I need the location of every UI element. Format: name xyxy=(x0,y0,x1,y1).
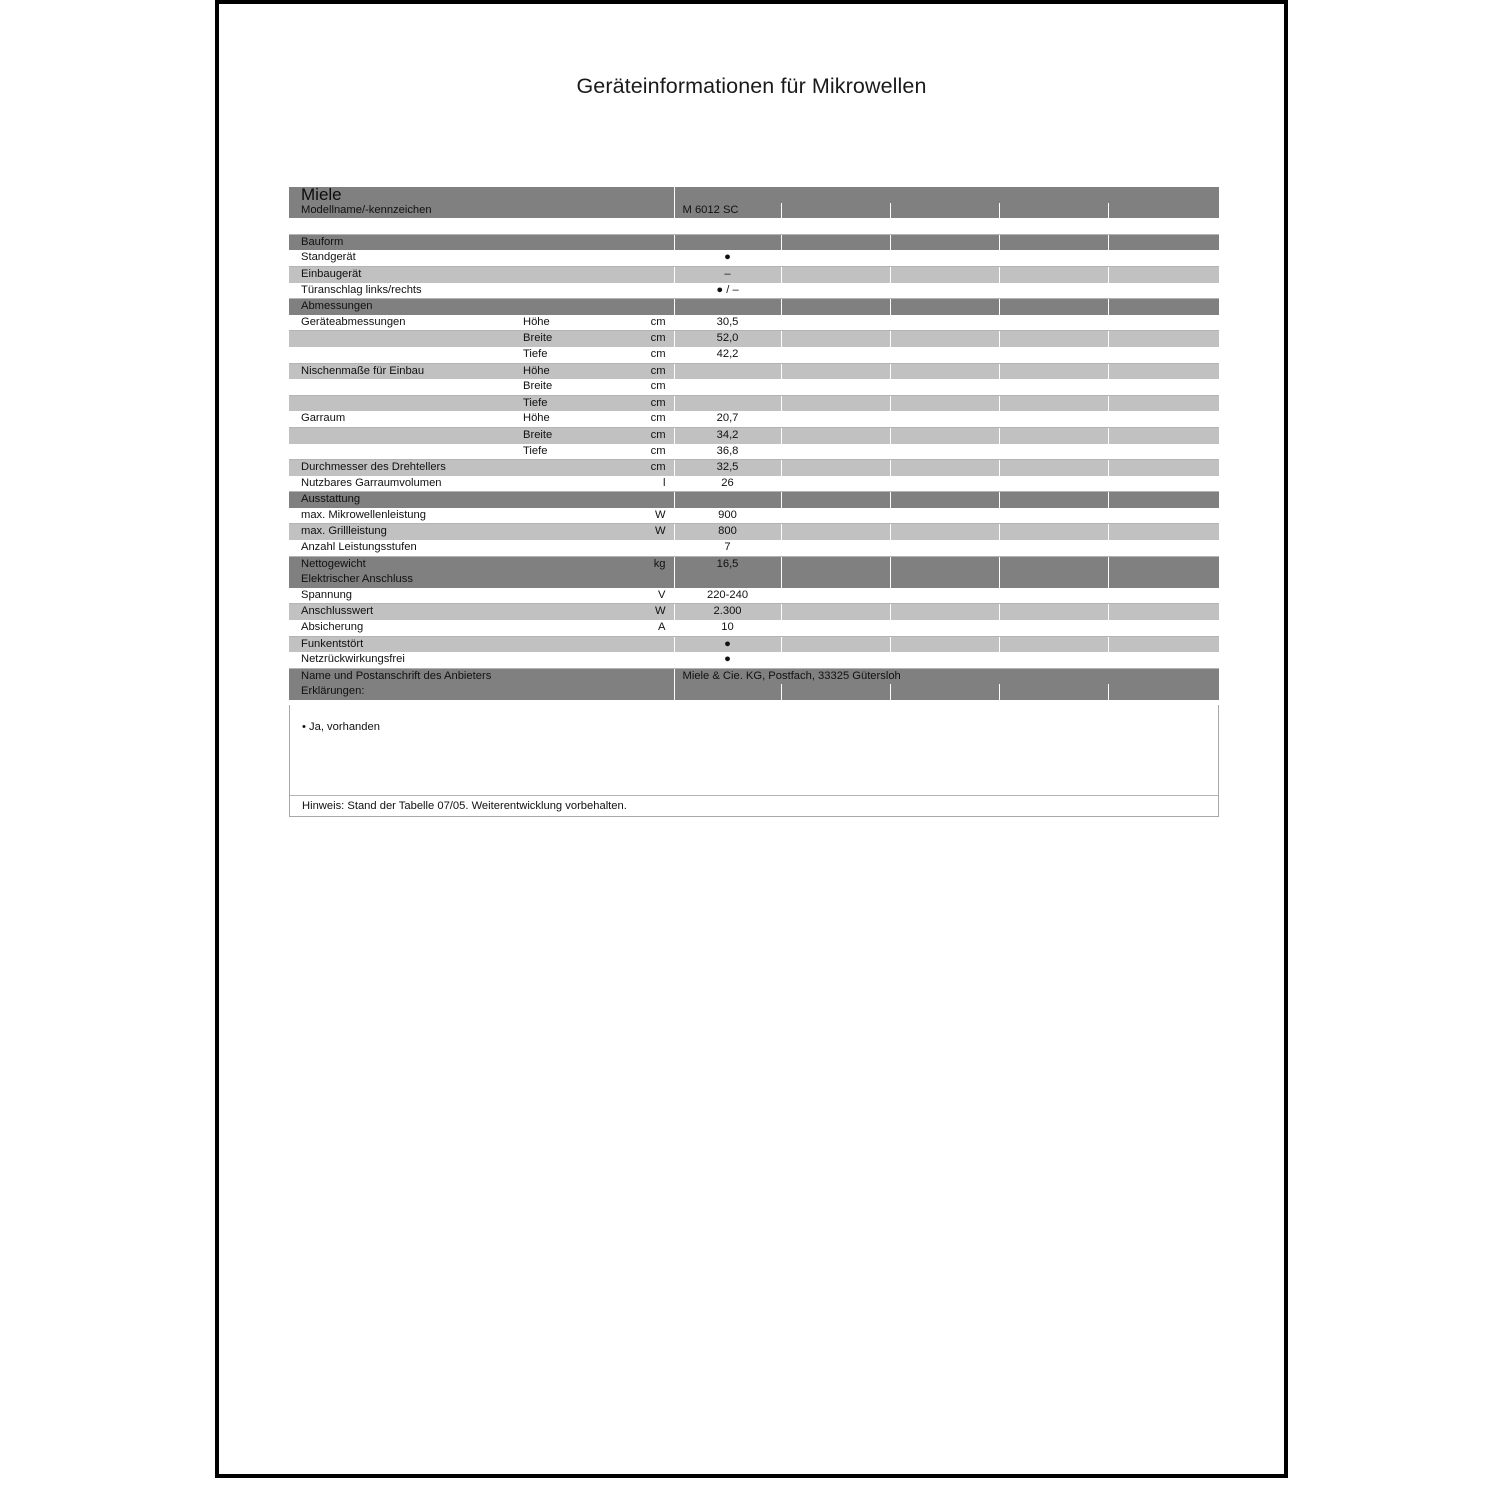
row-value-nische-h-col2 xyxy=(781,363,890,379)
row-sublabel-grill xyxy=(517,524,644,540)
row-sublabel-geraete-b: Breite xyxy=(517,331,644,347)
row-unit-garraum-b: cm xyxy=(644,427,674,443)
row-value-tueranschlag-col3 xyxy=(890,283,999,299)
row-label-netzrueck: Netzrückwirkungsfrei xyxy=(289,652,517,668)
row-unit-nettogewicht: kg xyxy=(644,556,674,572)
row-value-nettogewicht-col3 xyxy=(890,556,999,572)
table-row xyxy=(289,636,1219,652)
row-unit-mw-leistung: W xyxy=(644,508,674,524)
row-value-bauform-col2 xyxy=(781,234,890,250)
row-unit-standgeraet xyxy=(644,250,674,266)
row-value-funkentstoert-col1: ● xyxy=(674,636,781,652)
row-value-funkentstoert-col4 xyxy=(999,636,1108,652)
row-sublabel-spannung xyxy=(517,588,644,604)
table-row xyxy=(289,411,1219,427)
row-value-modelname-col4 xyxy=(999,203,1108,219)
row-sublabel-erklaerungen xyxy=(517,684,644,700)
row-value-nische-b-col4 xyxy=(999,379,1108,395)
table-row xyxy=(289,363,1219,379)
table-row xyxy=(289,492,1219,508)
table-row xyxy=(289,476,1219,492)
row-value-drehteller-col1: 32,5 xyxy=(674,460,781,476)
row-unit-tueranschlag xyxy=(644,283,674,299)
row-sublabel-volumen xyxy=(517,476,644,492)
table-row xyxy=(289,572,1219,588)
legend-text: • Ja, vorhanden xyxy=(302,721,380,733)
row-sublabel-standgeraet xyxy=(517,250,644,266)
table-row xyxy=(289,540,1219,556)
row-value-elektrisch-col5 xyxy=(1108,572,1219,588)
row-label-garraum-t xyxy=(289,444,517,460)
row-value-drehteller-col2 xyxy=(781,460,890,476)
row-sublabel-geraete-h: Höhe xyxy=(517,315,644,331)
row-value-nettogewicht-col1: 16,5 xyxy=(674,556,781,572)
row-value-elektrisch-col4 xyxy=(999,572,1108,588)
row-value-geraete-t-col5 xyxy=(1108,347,1219,363)
row-value-volumen-col2 xyxy=(781,476,890,492)
table-row xyxy=(289,588,1219,604)
row-value-ausstattung-col5 xyxy=(1108,492,1219,508)
row-value-einbaugeraet-col5 xyxy=(1108,266,1219,282)
row-label-geraete-t xyxy=(289,347,517,363)
brand-row-filler xyxy=(674,187,1219,203)
row-value-absicherung-col1: 10 xyxy=(674,620,781,636)
row-sublabel-drehteller xyxy=(517,460,644,476)
row-value-tueranschlag-col2 xyxy=(781,283,890,299)
row-unit-garraum-t: cm xyxy=(644,444,674,460)
row-value-erklaerungen-col5 xyxy=(1108,684,1219,700)
row-value-ausstattung-col2 xyxy=(781,492,890,508)
row-value-geraete-b-col2 xyxy=(781,331,890,347)
row-value-geraete-b-col3 xyxy=(890,331,999,347)
row-value-anschlusswert-col4 xyxy=(999,604,1108,620)
row-unit-nische-h: cm xyxy=(644,363,674,379)
table-row xyxy=(289,283,1219,299)
row-value-nische-b-col2 xyxy=(781,379,890,395)
row-value-geraete-h-col5 xyxy=(1108,315,1219,331)
row-value-garraum-t-col4 xyxy=(999,444,1108,460)
row-unit-grill: W xyxy=(644,524,674,540)
row-label-garraum-h: Garraum xyxy=(289,411,517,427)
row-value-modelname-col2 xyxy=(781,203,890,219)
row-label-geraete-h: Geräteabmessungen xyxy=(289,315,517,331)
row-unit-abmessungen xyxy=(644,299,674,315)
row-value-nische-t-col4 xyxy=(999,395,1108,411)
row-value-nische-h-col3 xyxy=(890,363,999,379)
row-value-grill-col5 xyxy=(1108,524,1219,540)
row-value-funkentstoert-col5 xyxy=(1108,636,1219,652)
table-row xyxy=(289,218,1219,234)
row-unit-drehteller: cm xyxy=(644,460,674,476)
row-value-anschlusswert-col2 xyxy=(781,604,890,620)
row-unit-stufen xyxy=(644,540,674,556)
row-sublabel-garraum-t: Tiefe xyxy=(517,444,644,460)
row-value-netzrueck-col5 xyxy=(1108,652,1219,668)
row-value-nische-h-col4 xyxy=(999,363,1108,379)
row-value-geraete-b-col5 xyxy=(1108,331,1219,347)
row-sublabel-spacer-1 xyxy=(517,218,644,234)
row-label-nische-t xyxy=(289,395,517,411)
table-row xyxy=(289,508,1219,524)
row-value-grill-col3 xyxy=(890,524,999,540)
row-value-netzrueck-col3 xyxy=(890,652,999,668)
row-unit-garraum-h: cm xyxy=(644,411,674,427)
row-value-spacer-1-col2 xyxy=(781,218,890,234)
row-unit-volumen: l xyxy=(644,476,674,492)
table-row xyxy=(289,379,1219,395)
row-value-spannung-col3 xyxy=(890,588,999,604)
table-row xyxy=(289,556,1219,572)
row-sublabel-bauform xyxy=(517,234,644,250)
note-divider xyxy=(290,795,1218,796)
row-value-erklaerungen-col4 xyxy=(999,684,1108,700)
table-row xyxy=(289,299,1219,315)
row-value-ausstattung-col1 xyxy=(674,492,781,508)
row-value-einbaugeraet-col3 xyxy=(890,266,999,282)
row-value-elektrisch-col1 xyxy=(674,572,781,588)
row-unit-spannung: V xyxy=(644,588,674,604)
row-value-spacer-1-col5 xyxy=(1108,218,1219,234)
row-value-geraete-h-col1: 30,5 xyxy=(674,315,781,331)
row-value-geraete-h-col2 xyxy=(781,315,890,331)
row-value-erklaerungen-col3 xyxy=(890,684,999,700)
row-value-anbieter: Miele & Cie. KG, Postfach, 33325 Gütersloh xyxy=(674,668,1219,684)
row-value-garraum-h-col5 xyxy=(1108,411,1219,427)
row-value-tueranschlag-col4 xyxy=(999,283,1108,299)
row-unit-modelname xyxy=(644,203,674,219)
row-unit-elektrisch xyxy=(644,572,674,588)
row-value-garraum-t-col1: 36,8 xyxy=(674,444,781,460)
row-sublabel-funkentstoert xyxy=(517,636,644,652)
row-label-tueranschlag: Türanschlag links/rechts xyxy=(289,283,517,299)
table-row xyxy=(289,250,1219,266)
row-value-volumen-col5 xyxy=(1108,476,1219,492)
row-value-garraum-h-col2 xyxy=(781,411,890,427)
row-value-netzrueck-col2 xyxy=(781,652,890,668)
row-value-grill-col4 xyxy=(999,524,1108,540)
row-value-modelname-col5 xyxy=(1108,203,1219,219)
row-value-funkentstoert-col2 xyxy=(781,636,890,652)
row-value-einbaugeraet-col2 xyxy=(781,266,890,282)
row-value-garraum-b-col5 xyxy=(1108,427,1219,443)
row-value-stufen-col1: 7 xyxy=(674,540,781,556)
row-sublabel-tueranschlag xyxy=(517,283,644,299)
row-value-mw-leistung-col5 xyxy=(1108,508,1219,524)
row-value-nische-b-col1 xyxy=(674,379,781,395)
table-row xyxy=(289,187,1219,203)
row-label-modelname: Modellname/-kennzeichen xyxy=(289,203,517,219)
row-unit-anschlusswert: W xyxy=(644,604,674,620)
row-value-spacer-1-col1 xyxy=(674,218,781,234)
row-value-grill-col1: 800 xyxy=(674,524,781,540)
row-value-ausstattung-col4 xyxy=(999,492,1108,508)
row-value-standgeraet-col5 xyxy=(1108,250,1219,266)
row-label-absicherung: Absicherung xyxy=(289,620,517,636)
row-label-nettogewicht: Nettogewicht xyxy=(289,556,517,572)
row-value-nische-t-col2 xyxy=(781,395,890,411)
row-value-ausstattung-col3 xyxy=(890,492,999,508)
row-value-nettogewicht-col4 xyxy=(999,556,1108,572)
table-row xyxy=(289,460,1219,476)
row-label-elektrisch: Elektrischer Anschluss xyxy=(289,572,517,588)
row-unit-spacer-1 xyxy=(644,218,674,234)
row-value-abmessungen-col4 xyxy=(999,299,1108,315)
row-value-nische-h-col5 xyxy=(1108,363,1219,379)
row-value-geraete-h-col3 xyxy=(890,315,999,331)
row-value-tueranschlag-col1: ● / – xyxy=(674,283,781,299)
row-value-stufen-col5 xyxy=(1108,540,1219,556)
row-value-drehteller-col5 xyxy=(1108,460,1219,476)
row-sublabel-ausstattung xyxy=(517,492,644,508)
explanations-block xyxy=(289,705,1219,817)
row-value-erklaerungen-col1 xyxy=(674,684,781,700)
table-row xyxy=(289,444,1219,460)
row-value-absicherung-col2 xyxy=(781,620,890,636)
row-value-bauform-col4 xyxy=(999,234,1108,250)
row-value-mw-leistung-col3 xyxy=(890,508,999,524)
row-unit-einbaugeraet xyxy=(644,266,674,282)
row-sublabel-geraete-t: Tiefe xyxy=(517,347,644,363)
row-label-abmessungen: Abmessungen xyxy=(289,299,517,315)
table-row xyxy=(289,347,1219,363)
row-value-einbaugeraet-col4 xyxy=(999,266,1108,282)
row-value-geraete-t-col3 xyxy=(890,347,999,363)
row-sublabel-elektrisch xyxy=(517,572,644,588)
row-sublabel-modelname xyxy=(517,203,644,219)
row-value-garraum-t-col3 xyxy=(890,444,999,460)
row-label-standgeraet: Standgerät xyxy=(289,250,517,266)
row-label-funkentstoert: Funkentstört xyxy=(289,636,517,652)
row-label-spacer-1 xyxy=(289,218,517,234)
row-value-modelname-col3 xyxy=(890,203,999,219)
row-value-garraum-b-col4 xyxy=(999,427,1108,443)
row-value-elektrisch-col3 xyxy=(890,572,999,588)
row-value-absicherung-col3 xyxy=(890,620,999,636)
footer-note: Hinweis: Stand der Tabelle 07/05. Weiterentwicklung vorbehalten. xyxy=(302,800,627,812)
table-row xyxy=(289,315,1219,331)
row-label-grill: max. Grillleistung xyxy=(289,524,517,540)
row-value-volumen-col4 xyxy=(999,476,1108,492)
table-row xyxy=(289,524,1219,540)
row-sublabel-mw-leistung xyxy=(517,508,644,524)
row-value-mw-leistung-col4 xyxy=(999,508,1108,524)
row-label-stufen: Anzahl Leistungsstufen xyxy=(289,540,517,556)
row-value-nettogewicht-col5 xyxy=(1108,556,1219,572)
row-value-volumen-col3 xyxy=(890,476,999,492)
row-value-abmessungen-col5 xyxy=(1108,299,1219,315)
row-value-geraete-t-col1: 42,2 xyxy=(674,347,781,363)
row-value-garraum-b-col3 xyxy=(890,427,999,443)
table-row xyxy=(289,427,1219,443)
row-value-spannung-col1: 220-240 xyxy=(674,588,781,604)
row-value-bauform-col5 xyxy=(1108,234,1219,250)
row-value-absicherung-col4 xyxy=(999,620,1108,636)
row-value-netzrueck-col1: ● xyxy=(674,652,781,668)
row-sublabel-nettogewicht xyxy=(517,556,644,572)
table-row xyxy=(289,668,1219,684)
row-value-modelname-col1: M 6012 SC xyxy=(674,203,781,219)
row-value-volumen-col1: 26 xyxy=(674,476,781,492)
row-value-drehteller-col3 xyxy=(890,460,999,476)
row-value-standgeraet-col2 xyxy=(781,250,890,266)
row-sublabel-anbieter xyxy=(517,668,644,684)
row-label-erklaerungen: Erklärungen: xyxy=(289,684,517,700)
row-unit-erklaerungen xyxy=(644,684,674,700)
row-value-garraum-t-col2 xyxy=(781,444,890,460)
row-sublabel-nische-h: Höhe xyxy=(517,363,644,379)
row-sublabel-netzrueck xyxy=(517,652,644,668)
row-value-garraum-h-col1: 20,7 xyxy=(674,411,781,427)
row-value-abmessungen-col1 xyxy=(674,299,781,315)
row-value-geraete-b-col1: 52,0 xyxy=(674,331,781,347)
row-label-ausstattung: Ausstattung xyxy=(289,492,517,508)
row-value-funkentstoert-col3 xyxy=(890,636,999,652)
row-value-anschlusswert-col5 xyxy=(1108,604,1219,620)
row-sublabel-anschlusswert xyxy=(517,604,644,620)
row-value-elektrisch-col2 xyxy=(781,572,890,588)
spec-table-body xyxy=(289,187,1219,700)
row-value-abmessungen-col2 xyxy=(781,299,890,315)
row-value-bauform-col3 xyxy=(890,234,999,250)
table-row xyxy=(289,234,1219,250)
row-label-spannung: Spannung xyxy=(289,588,517,604)
row-value-standgeraet-col3 xyxy=(890,250,999,266)
page-title: Geräteinformationen für Mikrowellen xyxy=(576,74,927,98)
row-sublabel-abmessungen xyxy=(517,299,644,315)
row-value-spannung-col2 xyxy=(781,588,890,604)
row-value-garraum-b-col1: 34,2 xyxy=(674,427,781,443)
row-value-drehteller-col4 xyxy=(999,460,1108,476)
table-row xyxy=(289,652,1219,668)
row-value-spannung-col5 xyxy=(1108,588,1219,604)
row-unit-geraete-h: cm xyxy=(644,315,674,331)
row-value-einbaugeraet-col1: – xyxy=(674,266,781,282)
row-value-spannung-col4 xyxy=(999,588,1108,604)
row-value-anschlusswert-col1: 2.300 xyxy=(674,604,781,620)
row-value-abmessungen-col3 xyxy=(890,299,999,315)
row-sublabel-nische-b: Breite xyxy=(517,379,644,395)
row-label-einbaugeraet: Einbaugerät xyxy=(289,266,517,282)
row-label-nische-b xyxy=(289,379,517,395)
row-unit-netzrueck xyxy=(644,652,674,668)
row-value-grill-col2 xyxy=(781,524,890,540)
row-value-garraum-t-col5 xyxy=(1108,444,1219,460)
appliance-spec-table xyxy=(289,187,1219,700)
row-label-mw-leistung: max. Mikrowellenleistung xyxy=(289,508,517,524)
row-value-tueranschlag-col5 xyxy=(1108,283,1219,299)
row-value-geraete-t-col2 xyxy=(781,347,890,363)
row-unit-nische-b: cm xyxy=(644,379,674,395)
row-value-mw-leistung-col2 xyxy=(781,508,890,524)
table-row xyxy=(289,620,1219,636)
row-value-standgeraet-col4 xyxy=(999,250,1108,266)
row-value-standgeraet-col1: ● xyxy=(674,250,781,266)
row-value-stufen-col3 xyxy=(890,540,999,556)
row-label-bauform: Bauform xyxy=(289,234,517,250)
row-sublabel-absicherung xyxy=(517,620,644,636)
row-sublabel-nische-t: Tiefe xyxy=(517,395,644,411)
row-unit-funkentstoert xyxy=(644,636,674,652)
row-sublabel-stufen xyxy=(517,540,644,556)
row-value-geraete-t-col4 xyxy=(999,347,1108,363)
row-value-stufen-col2 xyxy=(781,540,890,556)
row-unit-absicherung: A xyxy=(644,620,674,636)
row-value-stufen-col4 xyxy=(999,540,1108,556)
row-label-anschlusswert: Anschlusswert xyxy=(289,604,517,620)
row-value-garraum-h-col4 xyxy=(999,411,1108,427)
table-row xyxy=(289,684,1219,700)
row-value-geraete-b-col4 xyxy=(999,331,1108,347)
row-value-erklaerungen-col2 xyxy=(781,684,890,700)
row-value-anschlusswert-col3 xyxy=(890,604,999,620)
row-value-nische-h-col1 xyxy=(674,363,781,379)
row-sublabel-garraum-b: Breite xyxy=(517,427,644,443)
row-value-nische-b-col3 xyxy=(890,379,999,395)
row-unit-nische-t: cm xyxy=(644,395,674,411)
table-row xyxy=(289,395,1219,411)
row-value-netzrueck-col4 xyxy=(999,652,1108,668)
row-unit-bauform xyxy=(644,234,674,250)
table-row xyxy=(289,266,1219,282)
row-value-nische-t-col3 xyxy=(890,395,999,411)
row-label-nische-h: Nischenmaße für Einbau xyxy=(289,363,517,379)
row-value-nische-t-col5 xyxy=(1108,395,1219,411)
row-value-absicherung-col5 xyxy=(1108,620,1219,636)
row-value-bauform-col1 xyxy=(674,234,781,250)
row-label-drehteller: Durchmesser des Drehtellers xyxy=(289,460,517,476)
row-value-spacer-1-col3 xyxy=(890,218,999,234)
row-unit-geraete-t: cm xyxy=(644,347,674,363)
row-sublabel-garraum-h: Höhe xyxy=(517,411,644,427)
row-unit-geraete-b: cm xyxy=(644,331,674,347)
row-sublabel-einbaugeraet xyxy=(517,266,644,282)
row-label-anbieter: Name und Postanschrift des Anbieters xyxy=(289,668,517,684)
row-value-garraum-h-col3 xyxy=(890,411,999,427)
table-row xyxy=(289,331,1219,347)
row-value-nische-t-col1 xyxy=(674,395,781,411)
row-value-spacer-1-col4 xyxy=(999,218,1108,234)
row-unit-ausstattung xyxy=(644,492,674,508)
row-label-brand: Miele xyxy=(289,187,674,203)
row-value-mw-leistung-col1: 900 xyxy=(674,508,781,524)
row-value-garraum-b-col2 xyxy=(781,427,890,443)
table-row xyxy=(289,203,1219,219)
row-label-garraum-b xyxy=(289,427,517,443)
table-row xyxy=(289,604,1219,620)
row-value-geraete-h-col4 xyxy=(999,315,1108,331)
row-value-nettogewicht-col2 xyxy=(781,556,890,572)
row-unit-anbieter xyxy=(644,668,674,684)
row-label-volumen: Nutzbares Garraumvolumen xyxy=(289,476,517,492)
document-page xyxy=(215,0,1288,1478)
row-label-geraete-b xyxy=(289,331,517,347)
row-value-nische-b-col5 xyxy=(1108,379,1219,395)
